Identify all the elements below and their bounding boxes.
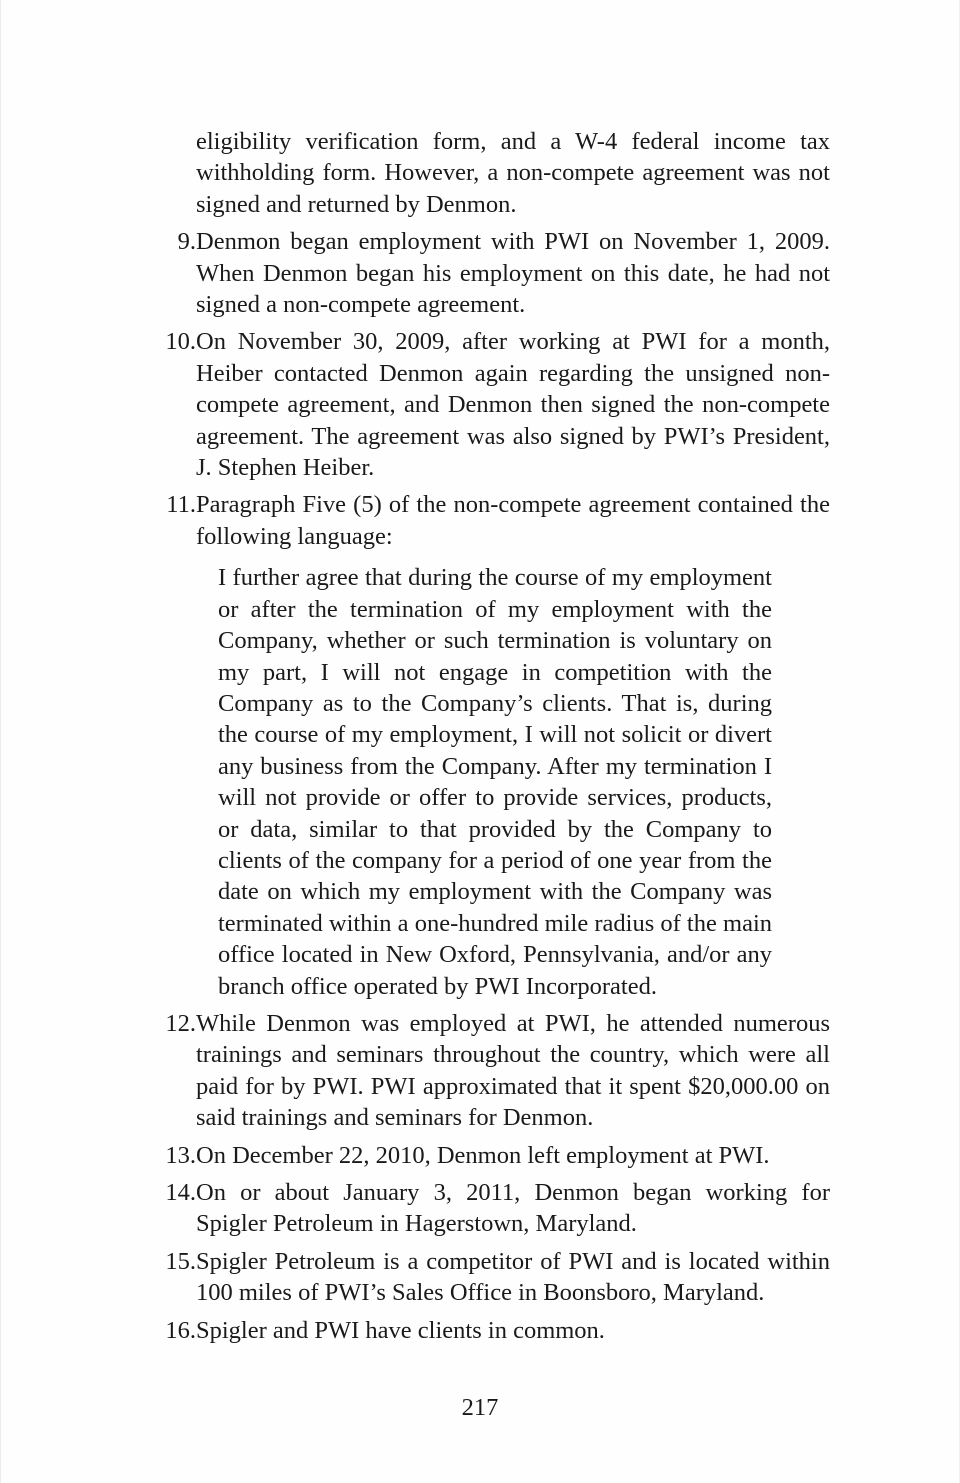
item-number: 9.: [177, 228, 196, 256]
numbered-item-14: [155, 1177, 830, 1240]
numbered-item-13: [155, 1140, 830, 1171]
item-text: Spigler and PWI have clients in common.: [196, 1316, 605, 1344]
item-text: While Denmon was employed at PWI, he attended numerous trainings and seminars throughout the country, which were all paid for by PWI. PWI approximated that it spent $20,000.00 on said trainings and seminars for Denmon.: [196, 1009, 830, 1132]
item-text: Spigler Petroleum is a competitor of PWI and is located within 100 miles of PWI’s Sales Office in Boonsboro, Maryland.: [196, 1247, 830, 1307]
page-body: [155, 126, 830, 1346]
item-text: On or about January 3, 2011, Denmon began working for Spigler Petroleum in Hagerstown, Maryland.: [196, 1179, 830, 1238]
item-number: 15.: [165, 1247, 196, 1275]
numbered-item-10: [155, 326, 830, 483]
item-text: On November 30, 2009, after working at PWI for a month, Heiber contacted Denmon again regarding the unsigned non-compete agreement, and Denmon then signed the non-compete agreement. The agreement was also signed by PWI’s President, J. Stephen Heiber.: [196, 328, 830, 482]
item-number: 14.: [165, 1179, 196, 1206]
item-text: Denmon began employment with PWI on November 1, 2009. When Denmon began his employment on this date, he had not signed a non-compete agreement.: [196, 228, 830, 319]
numbered-item-9: [155, 226, 830, 320]
numbered-item-16: [155, 1315, 830, 1346]
numbered-item-15: [155, 1246, 830, 1309]
block-quote: I further agree that during the course of my employment or after the termination of my employment with the Company, whether or such termination is voluntary on my part, I will not engage in competition with the Company as to the Company’s clients. That is, during the course of my employment, I will not solicit or divert any business from the Company. After my termination I will not provide or offer to provide services, products, or data, similar to that provided by the Company to clients of the company for a period of one year from the date on which my employment with the Company was terminated within a one-hundred mile radius of the main office located in New Oxford, Pennsylvania, and/or any branch office operated by PWI Incorporated.: [218, 564, 772, 1000]
page-number: 217: [461, 1394, 499, 1421]
numbered-item-12: [155, 1008, 830, 1134]
numbered-item-11: [155, 489, 830, 552]
item-number: 16.: [165, 1316, 196, 1344]
item-text: On December 22, 2010, Denmon left employment at PWI.: [196, 1141, 770, 1169]
item-number: 10.: [165, 328, 196, 356]
continued-paragraph: eligibility verification form, and a W-4 federal income tax withholding form. However, a non-compete agreement was not signed and returned by Denmon.: [196, 128, 830, 218]
item-number: 12.: [165, 1009, 196, 1037]
item-number: 11.: [166, 491, 196, 519]
item-text: Paragraph Five (5) of the non-compete agreement contained the following language:: [196, 491, 830, 550]
item-number: 13.: [165, 1141, 196, 1169]
